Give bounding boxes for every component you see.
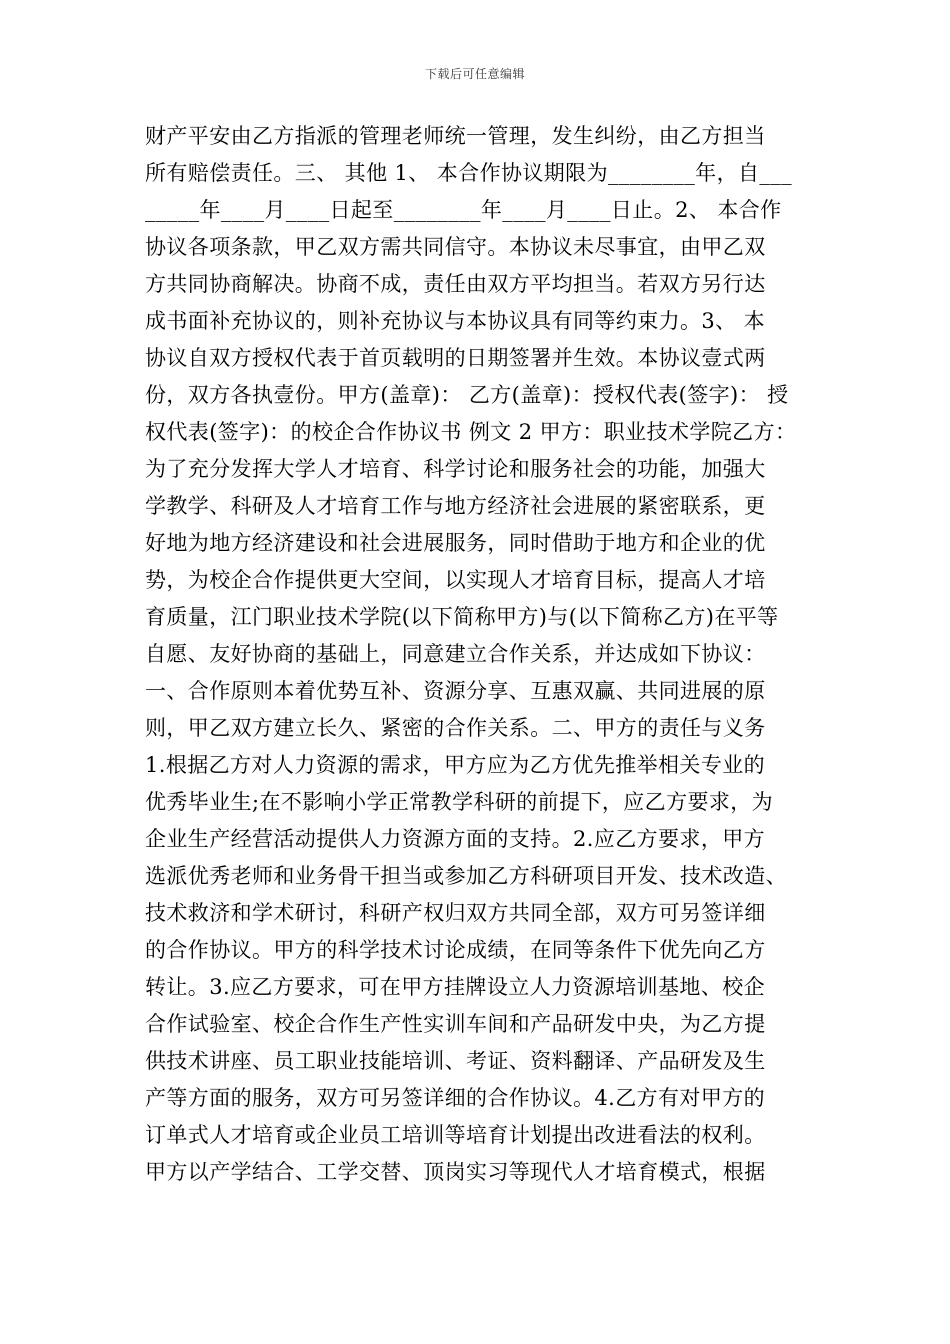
body-text-line: 转让。3.应乙方要求，可在甲方挂牌设立人力资源培训基地、校企 [145, 975, 766, 999]
body-text-line: 为了充分发挥大学人才培育、科学讨论和服务社会的功能，加强大 [145, 457, 766, 481]
body-text-line: 成书面补充协议的，则补充协议与本协议具有同等约束力。3、 本 [145, 309, 766, 333]
body-text-line: 一、合作原则本着优势互补、资源分享、互惠双赢、共同进展的原 [145, 679, 766, 703]
body-text-line: 1.根据乙方对人力资源的需求，甲方应为乙方优先推举相关专业的 [145, 753, 766, 777]
document-body [145, 118, 810, 1191]
body-text-line: 学教学、科研及人才培育工作与地方经济社会进展的紧密联系，更 [145, 494, 766, 518]
body-text-line: 产等方面的服务，双方可另签详细的合作协议。4.乙方有对甲方的 [145, 1086, 766, 1110]
body-text-line: 所有赔偿责任。三、 其他 1、 本合作协议期限为________年，自___ [145, 161, 793, 185]
body-text-line: 好地为地方经济建设和社会进展服务，同时借助于地方和企业的优 [145, 531, 766, 555]
body-text-line: 的合作协议。甲方的科学技术讨论成绩，在同等条件下优先向乙方 [145, 938, 766, 962]
body-text-line: 企业生产经营活动提供人力资源方面的支持。2.应乙方要求，甲方 [145, 827, 766, 851]
body-text-line: 份，双方各执壹份。甲方(盖章)： 乙方(盖章)：授权代表(签字)： 授 [145, 383, 789, 407]
page-header: 下载后可任意编辑 [424, 67, 525, 81]
body-text-line: 育质量，江门职业技术学院(以下简称甲方)与(以下简称乙方)在平等 [145, 605, 779, 629]
body-text-line: 技术救济和学术研讨，科研产权归双方共同全部，双方可另签详细 [145, 901, 766, 925]
body-text-line: 势，为校企合作提供更大空间，以实现人才培育目标，提高人才培 [145, 568, 766, 592]
body-text-line: 供技术讲座、员工职业技能培训、考证、资料翻译、产品研发及生 [145, 1049, 766, 1073]
body-text-line: 选派优秀老师和业务骨干担当或参加乙方科研项目开发、技术改造、 [145, 864, 787, 888]
body-text-line: 合作试验室、校企合作生产性实训车间和产品研发中央，为乙方提 [145, 1012, 766, 1036]
body-text-line: 自愿、友好协商的基础上，同意建立合作关系，并达成如下协议： [145, 642, 766, 666]
body-text-line: 协议自双方授权代表于首页载明的日期签署并生效。本协议壹式两 [145, 346, 766, 370]
body-text-line: 甲方以产学结合、工学交替、顶岗实习等现代人才培育模式，根据 [145, 1160, 766, 1184]
body-text-line: 财产平安由乙方指派的管理老师统一管理，发生纠纷，由乙方担当 [145, 124, 766, 148]
body-text-line: 方共同协商解决。协商不成，责任由双方平均担当。若双方另行达 [145, 272, 766, 296]
body-text-line: 协议各项条款，甲乙双方需共同信守。本协议未尽事宜，由甲乙双 [145, 235, 766, 259]
body-text-line: 权代表(签字)：的校企合作协议书 例文 2 甲方：职业技术学院乙方： [145, 420, 797, 444]
body-text-line: 则，甲乙双方建立长久、紧密的合作关系。二、甲方的责任与义务 [145, 716, 766, 740]
body-text-line: _____年____月____日起至________年____月____日止。2、 本合作 [145, 198, 782, 222]
body-text-line: 订单式人才培育或企业员工培训等培育计划提出改进看法的权利。 [145, 1123, 766, 1147]
body-text-line: 优秀毕业生;在不影响小学正常教学科研的前提下，应乙方要求，为 [145, 790, 774, 814]
